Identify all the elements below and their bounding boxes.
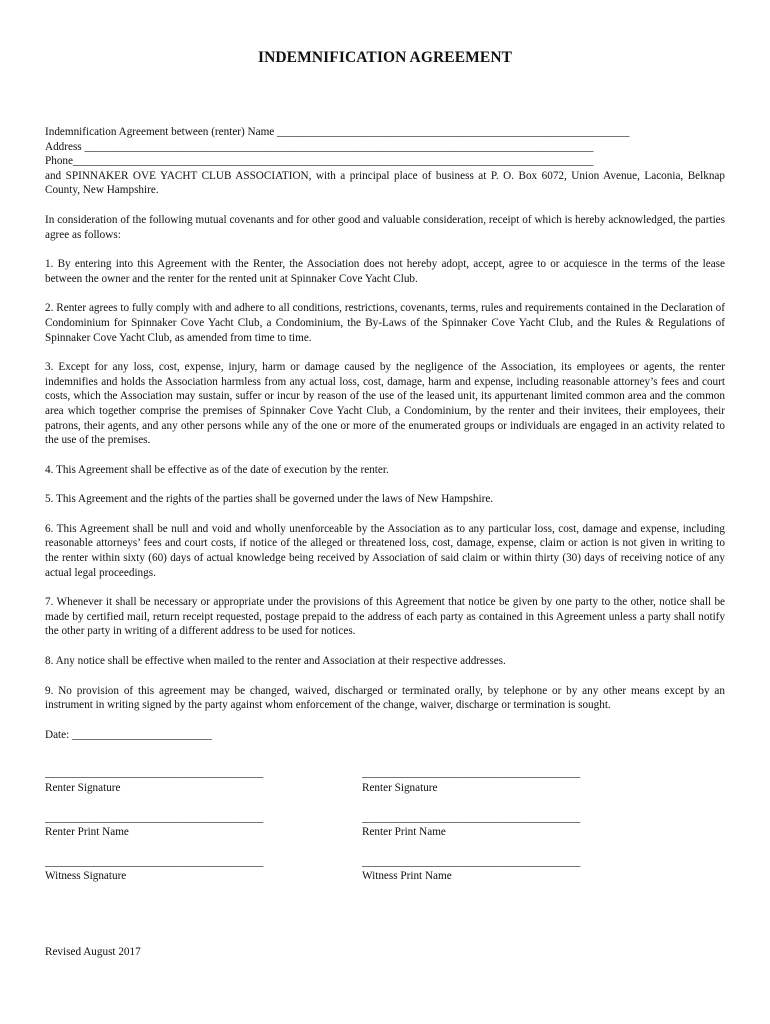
signature-blank[interactable]: _______________________________________ bbox=[45, 855, 264, 868]
intro-paragraph: In consideration of the following mutual covenants and for other good and valuable consideration, receipt of which is hereby acknowledged, the parties agree as follows: bbox=[45, 213, 725, 241]
revision-note: Revised August 2017 bbox=[45, 946, 141, 958]
renter-signature-label: Renter Signature bbox=[45, 782, 121, 794]
clause-9: 9. No provision of this agreement may be changed, waived, discharged or terminated orally, by telephone or by any other means except by an instrument in writing signed by the party against whom enforcement of the change, waiver, discharge or termination is sought. bbox=[45, 684, 725, 712]
document-title: INDEMNIFICATION AGREEMENT bbox=[257, 49, 513, 66]
signature-blank[interactable]: _______________________________________ bbox=[45, 811, 264, 824]
signature-blank[interactable]: _______________________________________ bbox=[362, 811, 581, 824]
clause-8: 8. Any notice shall be effective when mailed to the renter and Association at their respective addresses. bbox=[45, 655, 506, 668]
signature-blank[interactable]: _______________________________________ bbox=[45, 767, 264, 780]
signature-row-1 bbox=[45, 766, 725, 795]
address-line[interactable]: Address ___________________________________________________________________________________________ bbox=[45, 140, 594, 153]
association-paragraph: and SPINNAKER OVE YACHT CLUB ASSOCIATION, with a principal place of business at P. O. Box 6072, Union Avenue, Laconia, Belknap County, New Hampshire. bbox=[45, 169, 725, 197]
signature-row-3 bbox=[45, 855, 725, 884]
clause-4: 4. This Agreement shall be effective as of the date of execution by the renter. bbox=[45, 463, 389, 476]
renter-print-name-label-2: Renter Print Name bbox=[362, 826, 446, 839]
clause-2: 2. Renter agrees to fully comply with and adhere to all conditions, restrictions, covenants, terms, rules and requirements contained in the Declaration of Condominium for Spinnaker Cove Yacht Club, a Condominium, the By-Laws of the Spinnaker Cove Yacht Club, and the Rules & Regulations of Spinnaker Cove Yacht Club, as amended from time to time. bbox=[45, 302, 725, 344]
date-line[interactable]: Date: _________________________ bbox=[45, 728, 212, 741]
clause-7: 7. Whenever it shall be necessary or appropriate under the provisions of this Agreement that notice be given by one party to the other, notice shall be made by certified mail, return receipt requested, postage prepaid to the address of each party as contained in this Agreement unless a party shall notify the other party in writing of a different address to be used for notices. bbox=[45, 596, 725, 638]
renter-signature-label-2: Renter Signature bbox=[362, 782, 438, 794]
phone-line[interactable]: Phone_____________________________________________________________________________________________ bbox=[45, 155, 594, 168]
clause-1: 1. By entering into this Agreement with the Renter, the Association does not hereby adopt, accept, agree to or acquiesce in the terms of the lease between the owner and the renter for the rented unit at Spinnaker Cove Yacht Club. bbox=[45, 258, 725, 285]
witness-signature-label: Witness Signature bbox=[45, 870, 127, 883]
signature-blank[interactable]: _______________________________________ bbox=[362, 767, 581, 780]
renter-print-name-label: Renter Print Name bbox=[45, 826, 129, 839]
renter-name-line[interactable]: Indemnification Agreement between (renter) Name _______________________________________________________________ bbox=[45, 126, 630, 138]
clause-3: 3. Except for any loss, cost, expense, injury, harm or damage caused by the negligence of the Association, its employees or agents, the renter indemnifies and holds the Association harmless from any actual loss, cost, damage, harm and expense, including reasonable attorney’s fees and court costs, which the Association may sustain, suffer or incur by reason of the use of the leased unit, its appurtenant limited common area and the common area which together comprise the premises of Spinnaker Cove Yacht Club, a Condominium, by the renter and their invitees, their employees, their patrons, their agents, and any other persons while any of the one or more of the enumerated groups or individuals are engaged in an activity related to the use of the premises. bbox=[45, 361, 725, 447]
signature-row-2 bbox=[45, 811, 725, 840]
clause-5: 5. This Agreement and the rights of the parties shall be governed under the laws of New Hampshire. bbox=[45, 493, 494, 506]
signature-blank[interactable]: _______________________________________ bbox=[362, 855, 581, 868]
clause-6: 6. This Agreement shall be null and void and wholly unenforceable by the Association as to any particular loss, cost, damage and expense, including reasonable attorneys’ fees and court costs, if notice of the alleged or threatened loss, cost, damage, expense, claim or action is not given in writing to the renter within sixty (60) days of actual knowledge being received by Association of said claim or within thirty (30) days of receiving notice of any actual legal proceedings. bbox=[45, 522, 725, 579]
witness-print-name-label: Witness Print Name bbox=[362, 870, 452, 883]
document-body bbox=[45, 125, 725, 884]
